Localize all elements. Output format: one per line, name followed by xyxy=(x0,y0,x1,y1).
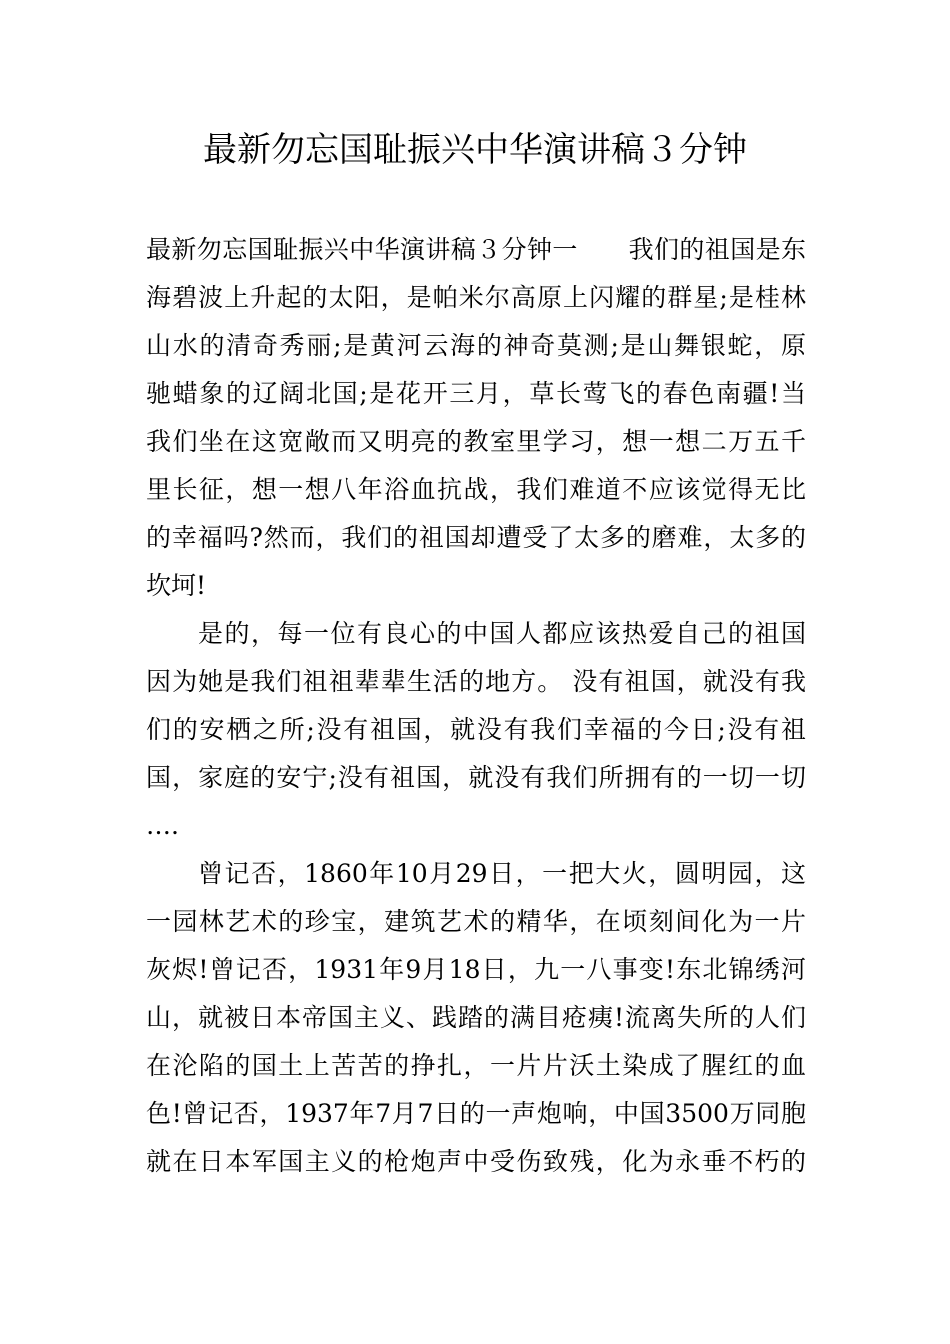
text-line: 因为她是我们祖祖辈辈生活的地方。 没有祖国，就没有我 xyxy=(146,667,806,696)
text-line: 在沦陷的国土上苦苦的挣扎，一片片沃土染成了腥红的血 xyxy=(146,1051,806,1080)
text-line: 是的，每一位有良心的中国人都应该热爱自己的祖国 xyxy=(198,619,806,648)
text-line: 就在日本军国主义的枪炮声中受伤致残，化为永垂不朽的 xyxy=(146,1147,806,1176)
text-line: 最新勿忘国耻振兴中华演讲稿３分钟一 我们的祖国是东 xyxy=(146,235,806,264)
text-line: 海碧波上升起的太阳，是帕米尔高原上闪耀的群星;是桂林 xyxy=(146,283,806,312)
text-line: 曾记否，1860年10月29日，一把大火，圆明园，这 xyxy=(198,859,806,888)
document-body xyxy=(146,226,806,1186)
text-line: 山水的清奇秀丽;是黄河云海的神奇莫测;是山舞银蛇，原 xyxy=(146,331,806,360)
text-line: 灰烬!曾记否，1931年9月18日，九一八事变!东北锦绣河 xyxy=(146,955,806,984)
text-line: 色!曾记否，1937年7月7日的一声炮响，中国3500万同胞 xyxy=(146,1099,806,1128)
text-line: 驰蜡象的辽阔北国;是花开三月，草长莺飞的春色南疆!当 xyxy=(146,379,806,408)
text-line: 们的安栖之所;没有祖国，就没有我们幸福的今日;没有祖 xyxy=(146,715,806,744)
text-line: 里长征，想一想八年浴血抗战，我们难道不应该觉得无比 xyxy=(146,475,806,504)
text-line: 我们坐在这宽敞而又明亮的教室里学习，想一想二万五千 xyxy=(146,427,806,456)
document-title: 最新勿忘国耻振兴中华演讲稿３分钟 xyxy=(203,130,747,170)
text-line: 山，就被日本帝国主义、践踏的满目疮痍!流离失所的人们 xyxy=(146,1003,806,1032)
text-line: …. xyxy=(146,811,179,840)
text-line: 一园林艺术的珍宝，建筑艺术的精华，在顷刻间化为一片 xyxy=(146,907,806,936)
text-line: 国，家庭的安宁;没有祖国，就没有我们所拥有的一切一切 xyxy=(146,763,806,792)
text-line: 坎坷! xyxy=(146,571,207,600)
text-line: 的幸福吗?然而，我们的祖国却遭受了太多的磨难，太多的 xyxy=(146,523,806,552)
